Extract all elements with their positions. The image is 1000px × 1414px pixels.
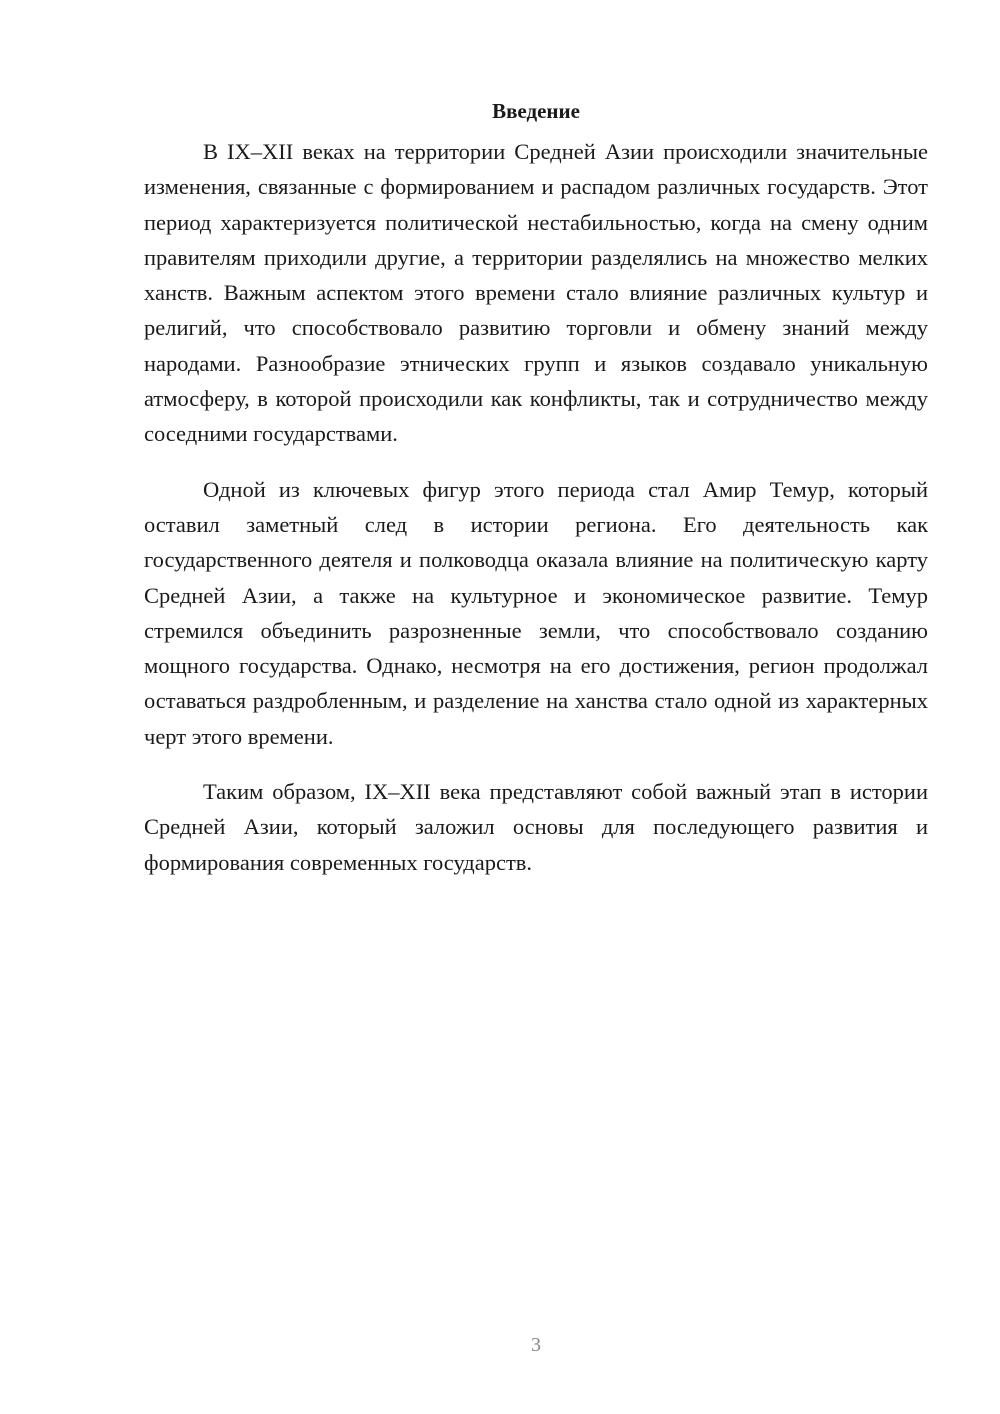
page-content	[144, 96, 928, 900]
paragraph-1: В IX–XII веках на территории Средней Азии происходили значительные изменения, связанные с формированием и распадом различных государств. Этот период характеризуется политической нестабильностью, когда на смену одним правителям приходили другие, а территории разделялись на множество мелких ханств. Важным аспектом этого времени стало влияние различных культур и религий, что способствовало развитию торговли и обмену знаний между народами. Разнообразие этнических групп и языков создавало уникальную атмосферу, в которой происходили как конфликты, так и сотрудничество между соседними государствами.	[144, 139, 928, 447]
page-number: 3	[531, 1334, 541, 1356]
paragraph-3: Таким образом, IX–XII века представляют собой важный этап в истории Средней Азии, который заложил основы для последующего развития и формирования современных государств.	[144, 779, 928, 875]
paragraph-2: Одной из ключевых фигур этого периода стал Амир Темур, который оставил заметный след в истории региона. Его деятельность как государственного деятеля и полководца оказала влияние на политическую карту Средней Азии, а также на культурное и экономическое развитие. Темур стремился объединить разрозненные земли, что способствовало созданию мощного государства. Однако, несмотря на его достижения, регион продолжал оставаться раздробленным, и разделение на ханства стало одной из характерных черт этого времени.	[144, 476, 928, 749]
section-heading: Введение	[492, 99, 580, 123]
